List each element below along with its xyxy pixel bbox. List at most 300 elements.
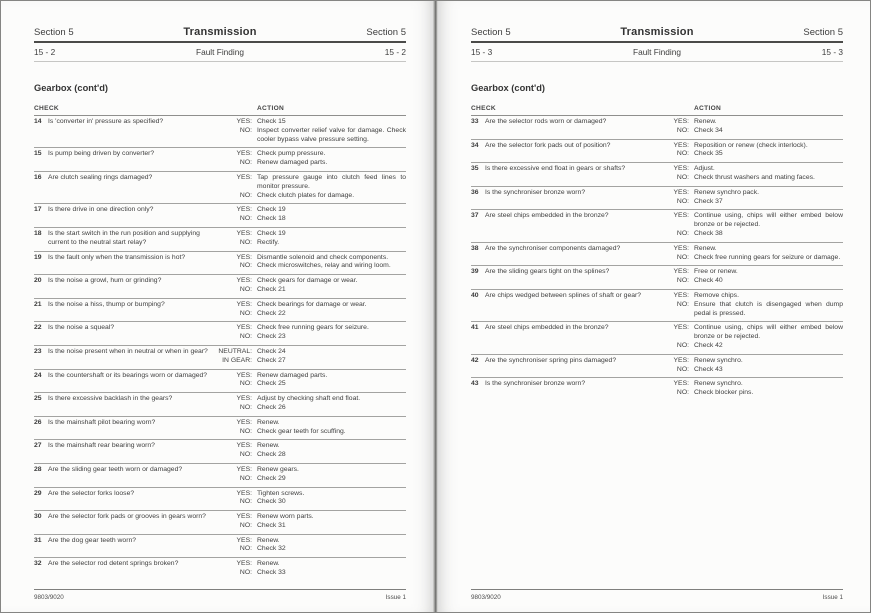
action-row	[216, 466, 406, 475]
action-text: Check free running gears for seizure or damage.	[694, 253, 841, 261]
action-label: NO:	[676, 300, 689, 308]
action-row	[216, 348, 406, 357]
action-row	[653, 366, 843, 375]
check-actions	[216, 560, 406, 578]
action-label: NO:	[676, 365, 689, 373]
check-question-cell	[34, 442, 216, 460]
action-label: NO:	[239, 427, 252, 435]
action-text: Check 23	[257, 333, 286, 341]
action-text: Check 38	[694, 229, 723, 237]
action-label: YES:	[236, 489, 252, 497]
action-label: NO:	[676, 389, 689, 397]
action-text: Check thrust washers and mating faces.	[694, 173, 815, 181]
check-column-header: CHECK	[471, 105, 496, 112]
action-label: YES:	[236, 229, 252, 237]
check-item	[34, 252, 406, 276]
action-label: NEUTRAL:	[218, 347, 252, 355]
check-actions	[653, 324, 843, 350]
check-question-cell	[34, 150, 216, 168]
action-row	[216, 569, 406, 578]
action-label: YES:	[236, 418, 252, 426]
check-actions	[216, 442, 406, 460]
action-label: YES:	[673, 291, 689, 299]
action-label: YES:	[673, 244, 689, 252]
action-text: Renew synchro pack.	[694, 188, 759, 196]
action-row	[216, 118, 406, 127]
action-row	[216, 301, 406, 310]
action-row	[653, 268, 843, 277]
action-text: Tap pressure gauge into clutch feed lines to monitor pressure.	[257, 173, 406, 190]
action-text: Check bearings for damage or wear.	[257, 300, 367, 308]
action-text: Renew synchro.	[694, 356, 743, 364]
check-actions	[216, 490, 406, 508]
action-row	[216, 357, 406, 366]
check-question: Are the selector fork pads or grooves in gears worn?	[48, 513, 206, 521]
check-number: 32	[34, 560, 42, 568]
action-label: IN GEAR:	[222, 356, 252, 364]
action-text: Check free running gears for seizure.	[257, 324, 369, 332]
action-text: Check pump pressure.	[257, 150, 326, 158]
check-question: Is there drive in one direction only?	[48, 206, 154, 214]
header-subtitle: Fault Finding	[196, 47, 244, 57]
action-text: Dismantle solenoid and check components.	[257, 253, 389, 261]
action-label: YES:	[236, 118, 252, 125]
action-label: NO:	[676, 229, 689, 237]
action-row	[653, 174, 843, 183]
action-row	[216, 380, 406, 389]
action-text: Renew.	[694, 244, 717, 252]
action-label: NO:	[239, 285, 252, 293]
check-item	[34, 535, 406, 559]
check-item	[34, 322, 406, 346]
check-question-cell	[471, 357, 653, 375]
action-row	[216, 127, 406, 145]
action-text: Check blocker pins.	[694, 389, 754, 397]
check-question-cell	[471, 118, 653, 136]
action-row	[653, 380, 843, 389]
check-item	[34, 148, 406, 172]
check-actions	[653, 142, 843, 160]
action-text: Check 21	[257, 285, 286, 293]
check-item	[471, 266, 843, 290]
header-page-number-right: 15 - 3	[821, 47, 843, 57]
check-item	[471, 116, 843, 140]
action-label: NO:	[239, 159, 252, 167]
check-question-cell	[34, 537, 216, 555]
action-text: Check 26	[257, 403, 286, 411]
check-number: 19	[34, 253, 42, 261]
action-text: Renew.	[257, 536, 280, 544]
action-row	[216, 174, 406, 192]
check-number: 35	[471, 165, 479, 173]
action-column-header: ACTION	[257, 105, 285, 112]
action-label: NO:	[239, 333, 252, 341]
check-item	[34, 346, 406, 370]
action-row	[216, 404, 406, 413]
check-question: Is the noise a squeal?	[48, 324, 115, 332]
page-header-top	[34, 27, 406, 38]
header-title: Transmission	[183, 26, 257, 38]
header-page-number-left: 15 - 2	[34, 47, 56, 57]
check-question-cell	[471, 245, 653, 263]
action-text: Check 22	[257, 309, 286, 317]
check-column-header: CHECK	[34, 105, 59, 112]
check-question-cell	[34, 419, 216, 437]
action-text: Renew worn parts.	[257, 513, 314, 521]
check-item	[34, 204, 406, 228]
check-question: Is there excessive backlash in the gears?	[48, 395, 173, 403]
action-text: Check clutch plates for damage.	[257, 191, 355, 199]
check-actions	[653, 357, 843, 375]
check-question: Are the selector forks loose?	[48, 489, 135, 497]
action-label: NO:	[676, 150, 689, 158]
action-text: Ensure that clutch is disengaged when dump pedal is pressed.	[694, 300, 843, 317]
check-number: 14	[34, 118, 42, 125]
check-number: 21	[34, 300, 42, 308]
action-label: NO:	[239, 451, 252, 459]
check-question-cell	[471, 324, 653, 350]
action-text: Free or renew.	[694, 268, 738, 276]
action-text: Check 24	[257, 347, 286, 355]
check-actions	[216, 513, 406, 531]
action-label: NO:	[239, 191, 252, 199]
action-label: NO:	[676, 197, 689, 205]
checklist	[34, 116, 406, 581]
check-actions	[216, 324, 406, 342]
check-number: 30	[34, 513, 42, 521]
check-question: Is the mainshaft rear bearing worn?	[48, 442, 155, 450]
check-question-cell	[34, 372, 216, 390]
action-label: NO:	[676, 277, 689, 285]
check-actions	[216, 395, 406, 413]
action-label: NO:	[676, 253, 689, 261]
action-text: Check 29	[257, 474, 286, 482]
action-text: Renew.	[257, 442, 280, 450]
action-row	[216, 239, 406, 248]
check-question: Is the noise a hiss, thump or bumping?	[48, 300, 165, 308]
header-page-number-left: 15 - 3	[471, 47, 493, 57]
check-item	[471, 163, 843, 187]
action-row	[216, 475, 406, 484]
section-title: Gearbox (cont'd)	[471, 83, 546, 93]
check-item	[34, 228, 406, 252]
action-row	[216, 513, 406, 522]
check-question-cell	[34, 348, 216, 366]
check-item	[34, 275, 406, 299]
check-number: 15	[34, 150, 42, 158]
header-page-number-right: 15 - 2	[384, 47, 406, 57]
check-item	[471, 187, 843, 211]
action-label: NO:	[239, 569, 252, 577]
action-label: NO:	[239, 498, 252, 506]
header-rule-light	[471, 61, 843, 62]
action-row	[653, 342, 843, 351]
action-text: Check 33	[257, 569, 286, 577]
action-text: Check 15	[257, 118, 286, 125]
check-question-cell	[471, 212, 653, 238]
action-row	[653, 118, 843, 127]
header-subtitle: Fault Finding	[633, 47, 681, 57]
check-question-cell	[34, 118, 216, 144]
action-label: YES:	[673, 212, 689, 220]
action-text: Adjust.	[694, 165, 715, 173]
action-text: Check 37	[694, 197, 723, 205]
check-actions	[653, 380, 843, 398]
check-number: 34	[471, 141, 479, 149]
action-label: YES:	[673, 118, 689, 125]
page-footer	[471, 589, 843, 601]
action-row	[653, 245, 843, 254]
action-label: NO:	[676, 173, 689, 181]
check-question: Is 'converter in' pressure as specified?	[48, 118, 164, 125]
action-row	[216, 310, 406, 319]
check-actions	[653, 165, 843, 183]
check-number: 20	[34, 277, 42, 285]
header-section-left: Section 5	[471, 27, 511, 38]
action-text: Check 43	[694, 365, 723, 373]
action-label: NO:	[239, 403, 252, 411]
action-text: Renew damaged parts.	[257, 371, 328, 379]
check-number: 29	[34, 489, 42, 497]
action-text: Reposition or renew (check interlock).	[694, 141, 808, 149]
action-row	[653, 357, 843, 366]
action-label: YES:	[236, 253, 252, 261]
action-label: NO:	[239, 545, 252, 553]
action-label: NO:	[676, 126, 689, 134]
check-question: Are the selector rods worn or damaged?	[485, 118, 607, 125]
check-actions	[216, 277, 406, 295]
action-label: YES:	[673, 141, 689, 149]
check-item	[471, 290, 843, 322]
check-question: Are the sliding gears tight on the splines?	[485, 268, 610, 276]
action-label: YES:	[236, 277, 252, 285]
check-actions	[216, 206, 406, 224]
check-number: 17	[34, 206, 42, 214]
check-number: 26	[34, 418, 42, 426]
check-question-cell	[471, 292, 653, 318]
check-question: Are the synchroniser components damaged?	[485, 244, 621, 252]
check-question: Are clutch sealing rings damaged?	[48, 173, 153, 181]
action-row	[653, 230, 843, 239]
check-number: 36	[471, 188, 479, 196]
check-item	[34, 393, 406, 417]
action-row	[216, 215, 406, 224]
check-item	[471, 378, 843, 401]
check-item	[471, 243, 843, 267]
check-question: Is the synchroniser bronze worn?	[485, 188, 586, 196]
check-number: 31	[34, 536, 42, 544]
check-item	[34, 488, 406, 512]
check-question: Are the dog gear teeth worn?	[48, 536, 137, 544]
action-row	[216, 262, 406, 271]
action-row	[216, 442, 406, 451]
action-label: YES:	[673, 356, 689, 364]
check-item	[34, 464, 406, 488]
action-text: Check gear teeth for scuffing.	[257, 427, 346, 435]
page-header-top	[471, 27, 843, 38]
action-text: Check gears for damage or wear.	[257, 277, 358, 285]
check-question: Is pump being driven by converter?	[48, 150, 155, 158]
check-question: Are the synchroniser spring pins damaged?	[485, 356, 617, 364]
check-question: Are chips wedged between splines of shaft or gear?	[485, 291, 642, 299]
action-text: Renew.	[257, 560, 280, 568]
check-actions	[216, 419, 406, 437]
check-actions	[216, 537, 406, 555]
action-label: YES:	[236, 324, 252, 332]
action-text: Check 31	[257, 521, 286, 529]
action-row	[216, 419, 406, 428]
check-actions	[216, 348, 406, 366]
action-label: YES:	[236, 173, 252, 181]
action-text: Renew damaged parts.	[257, 159, 328, 167]
action-text: Check 40	[694, 277, 723, 285]
check-question-cell	[34, 324, 216, 342]
column-headers	[471, 105, 843, 116]
check-item	[34, 417, 406, 441]
action-text: Check 32	[257, 545, 286, 553]
check-number: 28	[34, 465, 42, 473]
footer-part-number: 9803/9020	[34, 594, 64, 601]
page-header-bottom	[471, 47, 843, 57]
check-question-cell	[34, 174, 216, 200]
check-number: 39	[471, 268, 479, 276]
check-question-cell	[34, 254, 216, 272]
action-label: YES:	[673, 324, 689, 332]
action-text: Continue using, chips will either embed below bronze or be rejected.	[694, 324, 843, 341]
action-text: Rectify.	[257, 238, 280, 246]
check-question-cell	[34, 560, 216, 578]
action-label: YES:	[236, 150, 252, 158]
check-item	[471, 210, 843, 242]
check-number: 25	[34, 395, 42, 403]
action-text: Check 34	[694, 126, 723, 134]
check-question: Is the noise present when in neutral or when in gear?	[48, 347, 208, 355]
action-row	[653, 292, 843, 301]
action-row	[653, 301, 843, 319]
action-text: Check 28	[257, 451, 286, 459]
action-row	[216, 150, 406, 159]
check-question-cell	[471, 142, 653, 160]
action-text: Renew synchro.	[694, 380, 743, 388]
check-actions	[653, 292, 843, 318]
action-label: YES:	[236, 560, 252, 568]
action-label: YES:	[236, 513, 252, 521]
action-row	[653, 198, 843, 207]
action-row	[653, 212, 843, 230]
check-actions	[216, 301, 406, 319]
check-number: 24	[34, 371, 42, 379]
action-text: Check 18	[257, 215, 286, 223]
check-question-cell	[471, 165, 653, 183]
check-number: 16	[34, 173, 42, 181]
action-label: YES:	[236, 395, 252, 403]
check-number: 23	[34, 347, 42, 355]
check-actions	[216, 118, 406, 144]
header-rule	[34, 41, 406, 43]
action-label: YES:	[673, 268, 689, 276]
action-label: YES:	[673, 380, 689, 388]
action-row	[216, 372, 406, 381]
check-question-cell	[34, 395, 216, 413]
action-row	[653, 277, 843, 286]
check-question-cell	[34, 513, 216, 531]
action-label: YES:	[673, 188, 689, 196]
check-item	[471, 355, 843, 379]
action-label: YES:	[236, 371, 252, 379]
action-label: YES:	[673, 165, 689, 173]
check-question-cell	[34, 230, 216, 248]
action-label: NO:	[239, 262, 252, 270]
action-text: Inspect converter relief valve for damage. Check cooler bypass valve pressure setting.	[257, 126, 406, 143]
check-number: 43	[471, 380, 479, 388]
check-number: 42	[471, 356, 479, 364]
action-row	[216, 206, 406, 215]
check-question-cell	[34, 490, 216, 508]
action-row	[216, 192, 406, 201]
action-label: YES:	[236, 465, 252, 473]
check-actions	[653, 245, 843, 263]
footer-issue: Issue 1	[385, 594, 406, 601]
action-row	[216, 537, 406, 546]
action-text: Check 42	[694, 341, 723, 349]
action-row	[216, 560, 406, 569]
check-item	[34, 511, 406, 535]
action-text: Tighten screws.	[257, 489, 305, 497]
header-section-right: Section 5	[803, 27, 843, 38]
check-question: Is the synchroniser bronze worn?	[485, 380, 586, 388]
check-question-cell	[471, 380, 653, 398]
action-row	[216, 428, 406, 437]
check-question-cell	[34, 466, 216, 484]
check-actions	[216, 150, 406, 168]
action-text: Renew.	[694, 118, 717, 125]
action-row	[216, 277, 406, 286]
action-row	[216, 545, 406, 554]
action-text: Remove chips.	[694, 291, 739, 299]
checklist	[471, 116, 843, 401]
action-row	[216, 498, 406, 507]
column-headers	[34, 105, 406, 116]
check-number: 22	[34, 324, 42, 332]
check-actions	[653, 189, 843, 207]
check-question: Are steel chips embedded in the bronze?	[485, 324, 609, 332]
action-row	[653, 127, 843, 136]
action-text: Check 19	[257, 229, 286, 237]
action-label: NO:	[239, 238, 252, 246]
check-number: 41	[471, 324, 479, 332]
action-row	[216, 451, 406, 460]
check-question-cell	[34, 301, 216, 319]
check-item	[34, 299, 406, 323]
manual-page	[438, 1, 870, 612]
action-label: NO:	[239, 126, 252, 134]
action-row	[216, 490, 406, 499]
action-row	[216, 159, 406, 168]
action-label: YES:	[236, 442, 252, 450]
action-row	[216, 395, 406, 404]
check-item	[34, 116, 406, 148]
section-title: Gearbox (cont'd)	[34, 83, 109, 93]
action-row	[216, 522, 406, 531]
check-item	[471, 140, 843, 164]
action-row	[216, 333, 406, 342]
check-question: Are the sliding gear teeth worn or damaged?	[48, 465, 183, 473]
action-label: NO:	[239, 380, 252, 388]
action-text: Check 19	[257, 206, 286, 214]
check-item	[34, 440, 406, 464]
header-section-left: Section 5	[34, 27, 74, 38]
footer-part-number: 9803/9020	[471, 594, 501, 601]
